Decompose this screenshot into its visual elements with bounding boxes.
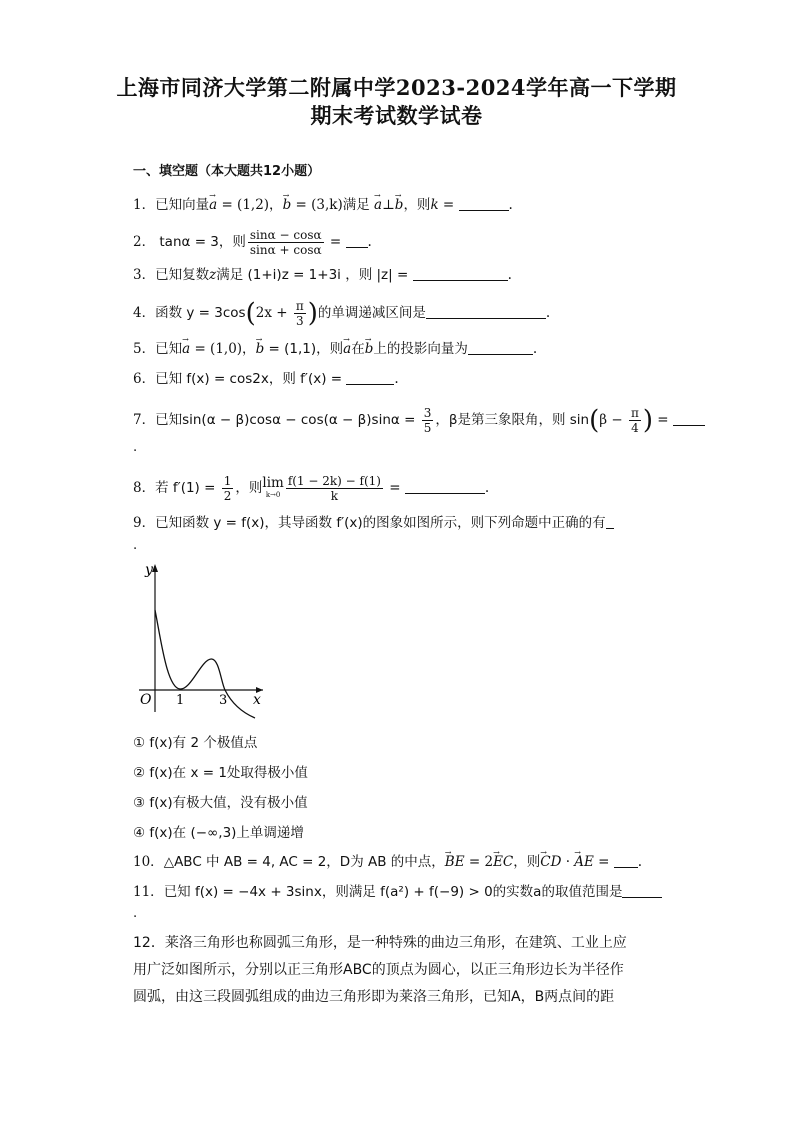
- question-2: 2． tanα = 3，则 $\frac{\sin\alpha - \cos\alpha}{\sin\alpha + \cos\alpha}$ = .: [133, 228, 372, 257]
- vector-b: → b: [283, 195, 292, 215]
- option-3[interactable]: ③ f(x)有极大值，没有极小值: [133, 795, 308, 811]
- derivative-curve: [155, 610, 255, 718]
- answer-blank[interactable]: [405, 479, 485, 494]
- limit-operator: lim k→0: [262, 474, 284, 499]
- answer-blank[interactable]: [673, 411, 705, 426]
- vector-a: → a: [209, 195, 217, 215]
- exam-title-line2: 期末考试数学试卷: [310, 103, 483, 128]
- x-axis-label: x: [253, 692, 261, 708]
- question-12-line3: 圆弧，由这三段圆弧组成的曲边三角形即为莱洛三角形，已知A，B两点间的距: [133, 989, 615, 1005]
- x-tick-3: 3: [219, 693, 228, 708]
- fraction: $\frac{\sin\alpha - \cos\alpha}{\sin\alpha + \cos\alpha}$: [249, 228, 322, 257]
- answer-blank[interactable]: [459, 196, 509, 211]
- exam-title-line1: 上海市同济大学第二附属中学2023-2024学年高一下学期: [116, 75, 677, 100]
- answer-blank[interactable]: [346, 233, 368, 248]
- question-3: 3．已知复数z满足 (1+i)z = 1+3i ，则 |z| = .: [133, 267, 512, 283]
- section-heading: 一、填空题（本大题共12小题）: [133, 164, 321, 179]
- origin-label: O: [140, 692, 152, 708]
- question-11: 11．已知 f(x) = −4x + 3sinx，则满足 f(a²) + f(−9) > 0的实数a的取值范围是: [133, 882, 678, 902]
- answer-blank[interactable]: [606, 514, 614, 529]
- question-1: 1．已知向量→ a = (1,2)，→ b = (3,k)满足 → a⊥→ b，则k = .: [133, 195, 678, 215]
- derivative-graph: [133, 560, 273, 720]
- answer-blank[interactable]: [622, 883, 662, 898]
- answer-blank[interactable]: [413, 266, 508, 281]
- q11-continuation-dot: .: [133, 906, 138, 921]
- question-10: 10．△ABC 中 AB = 4, AC = 2，D为 AB 的中点，→ BE = 2→ EC，则→ CD · → AE = .: [133, 852, 678, 872]
- answer-blank[interactable]: [426, 304, 546, 319]
- q9-continuation-dot: .: [133, 538, 138, 553]
- question-9: 9．已知函数 y = f(x)，其导函数 f′(x)的图象如图所示，则下列命题中正确的有: [133, 513, 678, 533]
- question-5: 5．已知→ a = (1,0)，→ b = (1,1)，则→ a在→ b上的投影向量为 .: [133, 339, 678, 359]
- question-6: 6．已知 f(x) = cos2x，则 f′(x) = .: [133, 371, 399, 387]
- question-4: 4．函数 y = 3cos(2x + $\frac{\pi}{3}$ )的单调递减区间是 .: [133, 298, 551, 329]
- question-8: 8．若 f′(1) = $\frac{1}{2}$ ，则lim k→0 $\frac{f(1 - 2k) - f(1)}{k}$ = .: [133, 474, 490, 503]
- answer-blank[interactable]: [468, 340, 533, 355]
- x-tick-1: 1: [176, 693, 185, 708]
- question-12-line1: 12．莱洛三角形也称圆弧三角形，是一种特殊的曲边三角形，在建筑、工业上应: [133, 935, 627, 951]
- y-axis-label: y: [145, 562, 153, 578]
- q7-continuation-dot: .: [133, 440, 138, 455]
- question-7: 7．已知sin(α − β)cosα − cos(α − β)sinα = $\frac{3}{5}$ ，β是第三象限角，则 sin(β − $\frac{\pi}{4}$ ) =: [133, 406, 678, 435]
- answer-blank[interactable]: [346, 370, 394, 385]
- option-1[interactable]: ① f(x)有 2 个极值点: [133, 735, 258, 751]
- option-4[interactable]: ④ f(x)在 (−∞,3)上单调递增: [133, 825, 304, 841]
- question-12-line2: 用广泛如图所示，分别以正三角形ABC的顶点为圆心，以正三角形边长为半径作: [133, 962, 624, 978]
- option-2[interactable]: ② f(x)在 x = 1处取得极小值: [133, 765, 308, 781]
- answer-blank[interactable]: [614, 853, 638, 868]
